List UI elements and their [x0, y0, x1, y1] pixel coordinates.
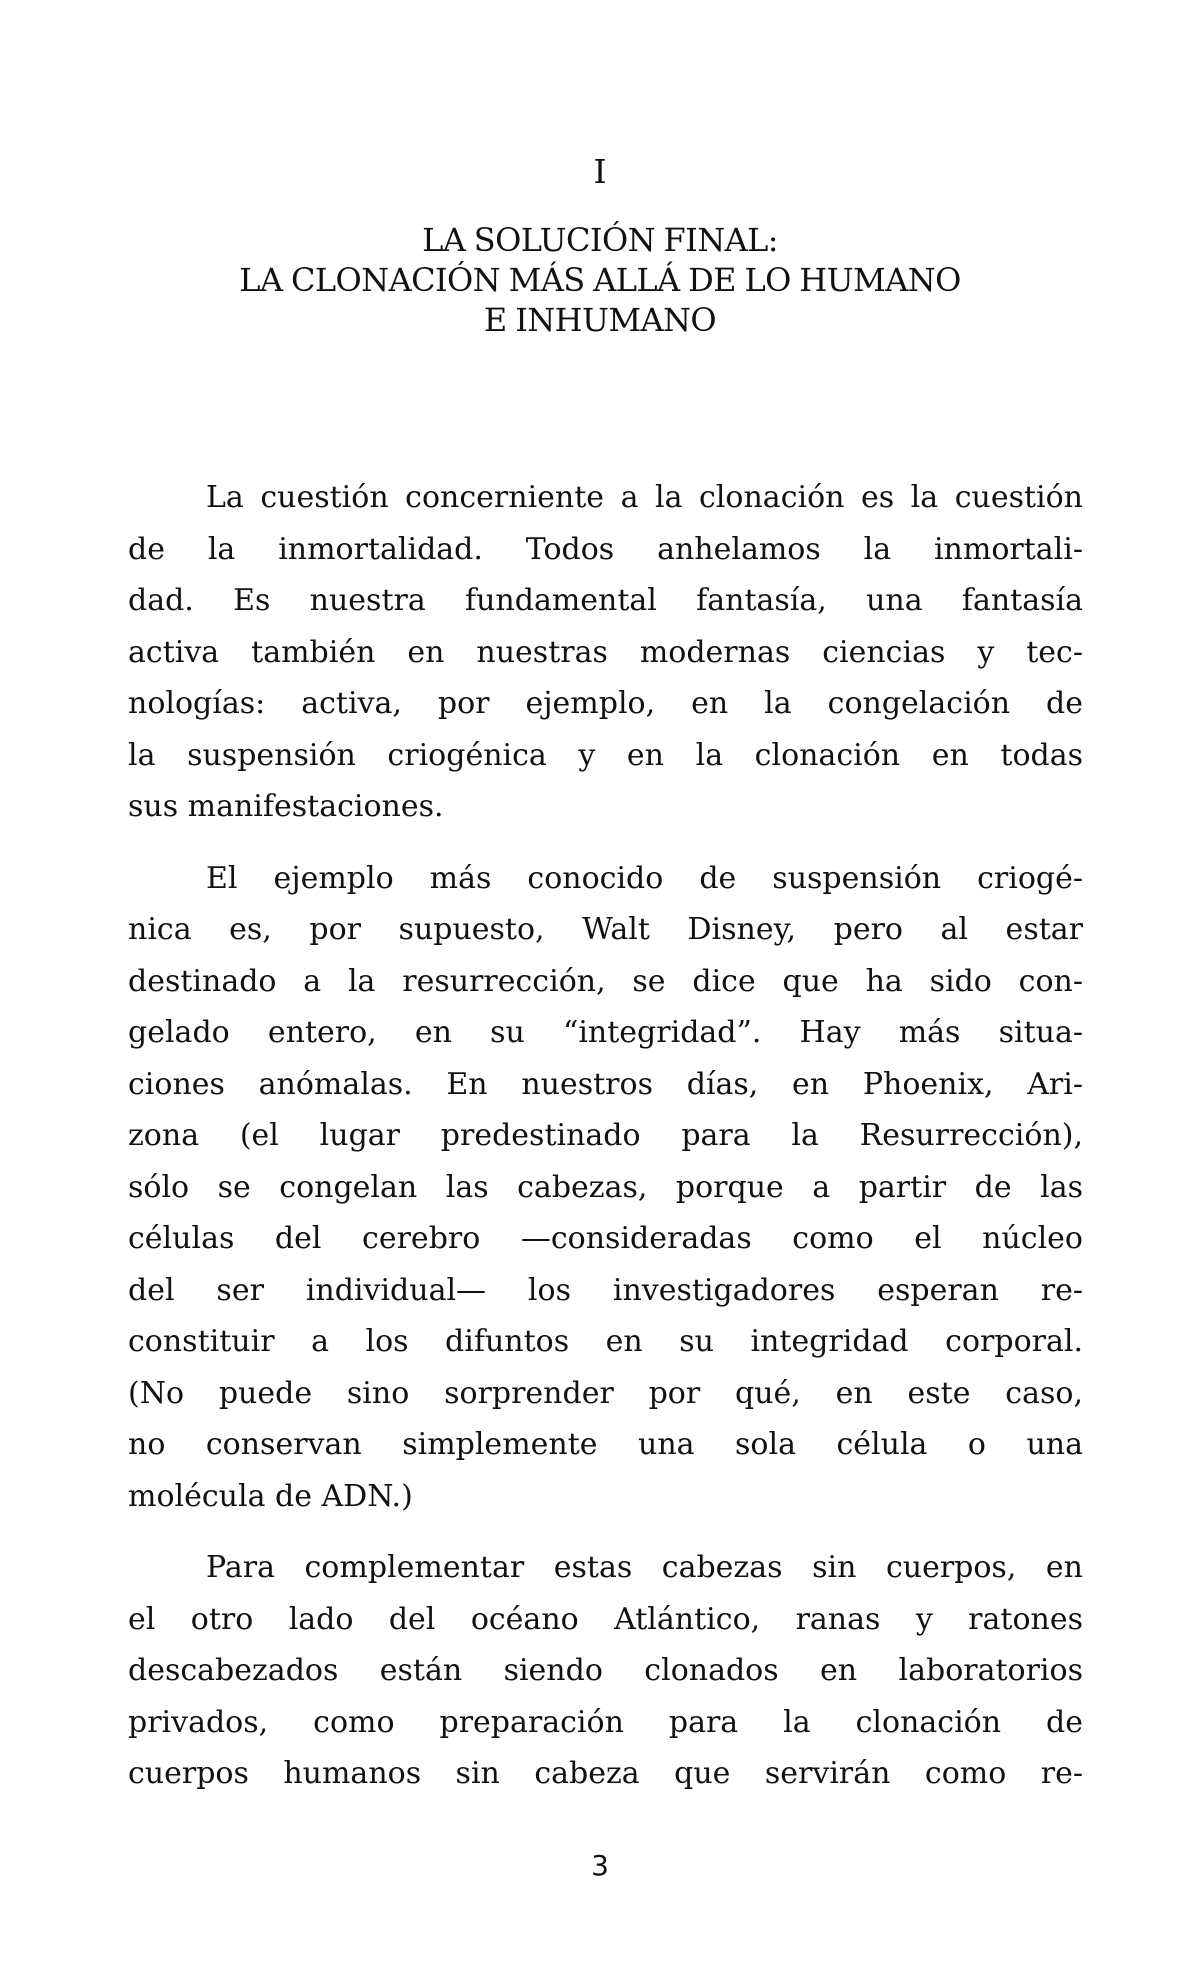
chapter-title-line: LA SOLUCIÓN FINAL: — [422, 221, 778, 259]
chapter-title-line: E INHUMANO — [483, 301, 717, 339]
text-line: del ser individual— los investigadores esperan re- — [128, 1272, 1083, 1308]
text-line: nologías: activa, por ejemplo, en la congelación de — [128, 686, 1083, 721]
text-line: zona (el lugar predestinado para la Resurrección), — [128, 1118, 1083, 1153]
text-line: sólo se congelan las cabezas, porque a partir de las — [128, 1169, 1083, 1205]
text-line: privados, como preparación para la clonación de — [128, 1704, 1083, 1740]
body-text — [128, 472, 1083, 1820]
chapter-number: I — [593, 152, 607, 191]
text-line: la suspensión criogénica y en la clonación en todas — [128, 737, 1083, 773]
text-line: constituir a los difuntos en su integridad corporal. — [128, 1324, 1083, 1359]
text-line: dad. Es nuestra fundamental fantasía, una fantasía — [128, 583, 1083, 618]
paragraph — [128, 853, 1083, 1523]
text-line: La cuestión concerniente a la clonación es la cuestión — [206, 480, 1083, 515]
text-line: cuerpos humanos sin cabeza que servirán como re- — [128, 1756, 1083, 1791]
text-line: células del cerebro —consideradas como el núcleo — [128, 1221, 1083, 1256]
text-line: El ejemplo más conocido de suspensión criogé- — [206, 860, 1083, 896]
text-line: (No puede sino sorprender por qué, en este caso, — [128, 1375, 1083, 1411]
text-line: molécula de ADN.) — [128, 1478, 413, 1514]
text-line: sus manifestaciones. — [128, 789, 444, 824]
chapter-title-line: LA CLONACIÓN MÁS ALLÁ DE LO HUMANO — [239, 261, 961, 299]
text-line: no conservan simplemente una sola célula o una — [128, 1427, 1083, 1462]
paragraph — [128, 472, 1083, 833]
text-line: activa también en nuestras modernas ciencias y tec- — [128, 634, 1083, 670]
page-number: 3 — [591, 1849, 609, 1882]
text-line: Para complementar estas cabezas sin cuerpos, en — [206, 1550, 1083, 1585]
paragraph — [128, 1542, 1083, 1800]
text-line: destinado a la resurrección, se dice que ha sido con- — [128, 963, 1083, 999]
text-line: de la inmortalidad. Todos anhelamos la inmortali- — [128, 531, 1083, 567]
text-line: el otro lado del océano Atlántico, ranas y ratones — [128, 1601, 1083, 1637]
chapter-title — [0, 220, 1200, 340]
text-line: nica es, por supuesto, Walt Disney, pero al estar — [128, 912, 1083, 947]
text-line: descabezados están siendo clonados en laboratorios — [128, 1653, 1083, 1688]
text-line: ciones anómalas. En nuestros días, en Phoenix, Ari- — [128, 1066, 1083, 1102]
text-line: gelado entero, en su “integridad”. Hay más situa- — [128, 1015, 1083, 1050]
